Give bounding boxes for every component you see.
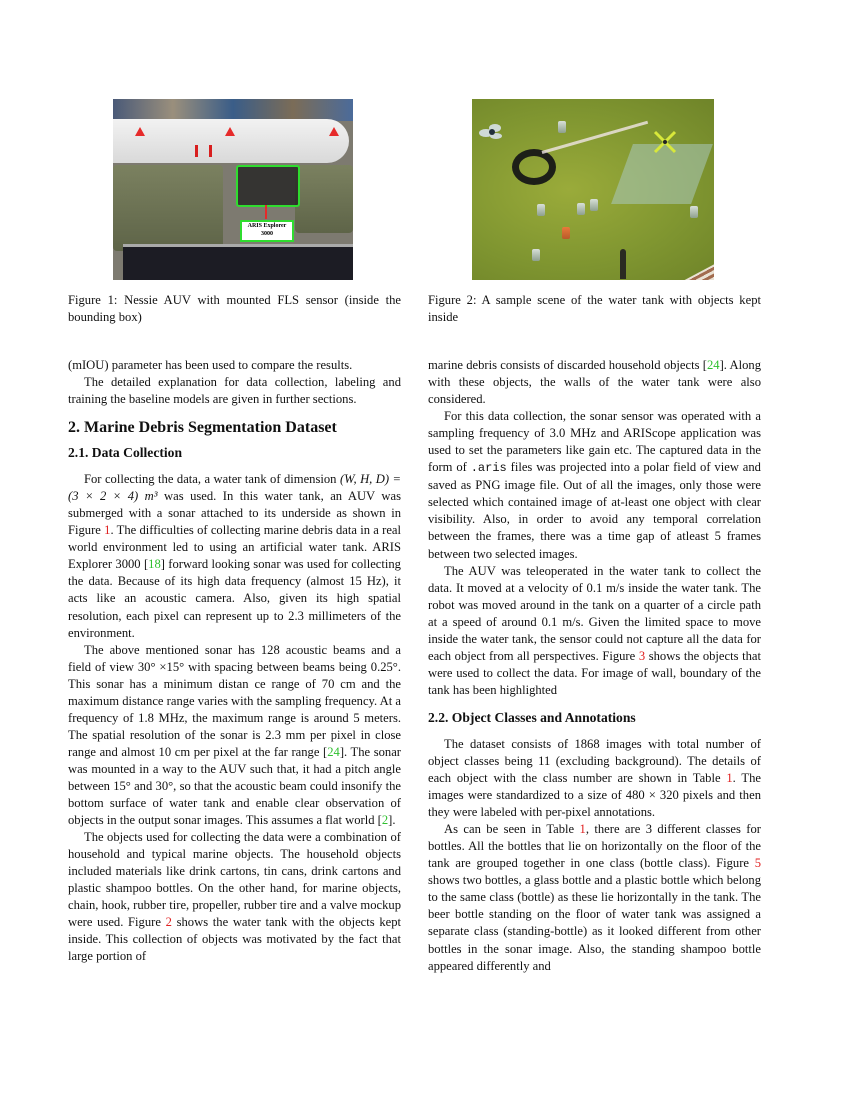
paragraph <box>428 563 761 699</box>
table-reference-link[interactable]: 1 <box>726 771 733 786</box>
citation-link[interactable]: 2 <box>381 813 389 828</box>
equipment-case-left <box>113 165 223 251</box>
text: files was projected into a polar field of view and saved as PNG image file. Out of all the images, only those were selected which contained image of at-least one object with clear visibility. Also, in order to avoid any temporal correlation between the frames, there was a time gap of atleast 5 frames between two selected images. <box>428 460 761 561</box>
text: As can be seen in Table <box>444 822 580 837</box>
figure-reference-link[interactable]: 1 <box>104 523 111 538</box>
paragraph <box>428 408 761 562</box>
background-shelf <box>113 99 353 121</box>
text: shows the water tank with the objects kept inside. This collection of objects was motivated by the fact that large portion of <box>68 915 402 964</box>
subsection-heading: 2.1. Data Collection <box>68 445 183 461</box>
text: The above mentioned sonar has 128 acoustic beams and a field of view 30° ×15° with spacing between beams being 0.25°. This sonar has a minimum distan ce range of 70 cm and the maximum distance range varies with the sampling frequency. At a frequency of 1.8 MHz, the maximum range is around 5 meters. The spatial resolution of the sonar is 2.3 mm per pixel in close range and almost 10 cm per pixel at the far range [ <box>68 642 401 759</box>
math-expression: (W, H, D) = (3 × 2 × 4) m³ <box>68 472 401 504</box>
propeller-icon <box>478 121 504 141</box>
subsection-heading: 2.2. Object Classes and Annotations <box>428 709 636 725</box>
text: . The difficulties of collecting marine debris data in a real world environment led to using an artificial water tank. ARIS Explorer 3000 [ <box>68 523 402 572</box>
text: ]. The sonar was mounted in a way to the AUV such that, it had a pitch angle between 15° and 30°, so that the acoustic beam could insonify the bottom surface of water tank and enable clear observation of objects in the output sonar images. This assumes a flat world [ <box>68 744 401 828</box>
warning-triangle-icon <box>329 127 339 136</box>
can <box>577 203 585 215</box>
sonar-label: ARIS Explorer 3000 <box>240 220 294 242</box>
paragraph <box>428 357 761 408</box>
text: shows the objects that were used to collect the data. For image of wall, boundary of the tank has been highlighted <box>428 648 761 697</box>
paragraph: (mIOU) parameter has been used to compare the results. <box>68 358 353 372</box>
text: . The images were standardized to a size of 480 × 320 pixels and then they were labeled with per-pixel annotations. <box>428 771 761 820</box>
citation-link[interactable]: 18 <box>148 557 161 572</box>
text: was used. In this water tank, an AUV was submerged with a sonar attached to its underside as shown in Figure <box>68 489 401 538</box>
table-reference-link[interactable]: 1 <box>579 822 586 837</box>
text: The dataset consists of 1868 images with total number of object classes being 11 (excluding background). The details of each object with the class number are shown in Table <box>428 736 761 786</box>
paragraph <box>428 821 761 974</box>
tank-wall <box>622 262 714 280</box>
text: ]. <box>388 813 396 828</box>
figure-reference-link[interactable]: 3 <box>638 648 646 663</box>
warning-triangle-icon <box>135 127 145 136</box>
paragraph <box>428 736 761 821</box>
figure-1-caption: Figure 1: Nessie AUV with mounted FLS sensor (inside the bounding box) <box>68 293 401 324</box>
figure-1-image <box>113 99 353 280</box>
citation-link[interactable]: 24 <box>327 744 340 759</box>
drink-carton <box>562 227 570 239</box>
can <box>532 249 540 261</box>
text: The AUV was teleoperated in the water tank to collect the data. It moved at a velocity of 0.1 m/s inside the water tank. The robot was moved around in the tank on a quarter of a circle path at a speed of around 0.1 m/s. Given the limited space to move inside the water tank, the sensor could not capture all the data for each object from all perspectives. Figure <box>428 563 761 663</box>
warning-triangle-icon <box>225 127 235 136</box>
right-column <box>428 357 761 975</box>
red-stripe <box>195 145 198 157</box>
standing-bottle <box>620 249 626 279</box>
text: shows two bottles, a glass bottle and a plastic bottle which belong to the same class (bottle) as these lie horizontally in the tank. The beer bottle standing on the floor of water tank was assigned a separate class (standing-bottle) as it looked different from other bottles in the sonar image. Also, the standing shampoo bottle appeared differently and <box>428 873 761 973</box>
paragraph <box>68 642 401 830</box>
text: , there are 3 different classes for bottles. All the bottles that lie on horizontally on the floor of the tank are grouped together in one class (bottle class). Figure <box>428 822 761 871</box>
paragraph <box>68 471 401 641</box>
can <box>537 204 545 216</box>
left-column <box>68 357 401 966</box>
text: ]. Along with these objects, the walls of the water tank were also considered. <box>428 358 762 407</box>
arrow-icon <box>265 205 267 219</box>
text: For collecting the data, a water tank of dimension <box>84 472 340 487</box>
text: marine debris consists of discarded household objects [ <box>428 358 707 372</box>
citation-link[interactable]: 24 <box>707 358 720 372</box>
red-stripe <box>209 145 212 157</box>
paragraph: The detailed explanation for data collection, labeling and training the baseline models are given in further sections. <box>68 375 401 407</box>
can <box>690 206 698 218</box>
figure-reference-link[interactable]: 2 <box>165 915 172 930</box>
auv-body <box>113 119 349 163</box>
valve-mockup-icon <box>652 129 678 155</box>
paragraph <box>68 829 401 965</box>
text: The objects used for collecting the data were a combination of household and typical marine objects. The household objects included materials like drink cartons, tin cans, drink cartons and plastic shampoo bottles. On the other hand, for marine objects, chain, hook, rubber tire, propeller, rubber tire and a valve mockup were used. Figure <box>68 830 401 930</box>
sonar-bounding-box <box>236 165 300 207</box>
figure-2-caption: Figure 2: A sample scene of the water tank with objects kept inside <box>428 293 761 324</box>
transport-case <box>123 244 353 280</box>
can <box>590 199 598 211</box>
text: ] forward looking sonar was used for collecting the data. Because of its high data frequency (almost 15 Hz), it acts like an acoustic camera. Also, given its high spatial resolution, each pixel can represent up to 2.3 millimeters of the environment. <box>68 557 401 640</box>
text: For this data collection, the sonar sensor was operated with a sampling frequency of 3.0 MHz and ARIScope application was used to set the parameters like gain etc. The captured data in the form of <box>428 409 761 475</box>
figure-2-image <box>472 99 714 280</box>
can <box>558 121 566 133</box>
equipment-case-right <box>295 165 353 233</box>
rubber-tire <box>512 149 556 185</box>
code-text: .aris <box>470 461 507 476</box>
figure-reference-link[interactable]: 5 <box>754 856 761 871</box>
section-heading: 2. Marine Debris Segmentation Dataset <box>68 419 337 437</box>
